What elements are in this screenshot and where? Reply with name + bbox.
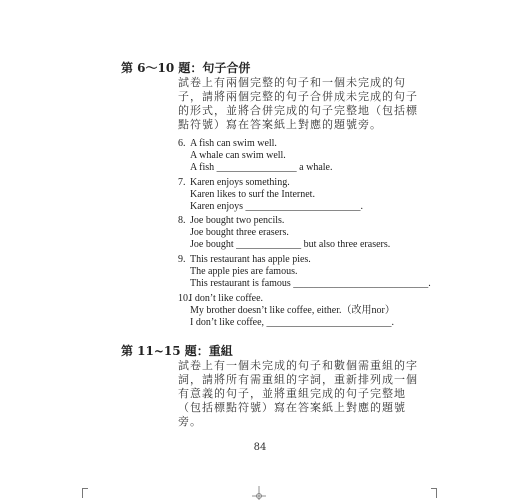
answer-line: This restaurant is famous ___________________________. bbox=[190, 278, 431, 289]
answer-line: Joe bought _____________ but also three erasers. bbox=[190, 239, 391, 250]
answer-line: I don’t like coffee, _________________________. bbox=[190, 317, 395, 328]
answer-line: Karen enjoys _______________________. bbox=[190, 201, 364, 212]
question-number: 9. bbox=[178, 254, 186, 265]
sentence-line: Joe bought three erasers. bbox=[190, 227, 289, 238]
crop-mark-left bbox=[82, 488, 83, 498]
section-title-sentence-combining: 第 6～10 題：句子合併 bbox=[121, 61, 251, 75]
sentence-line: My brother doesn’t like coffee, either.（改用nor） bbox=[190, 305, 395, 316]
sentence-line: A whale can swim well. bbox=[190, 150, 286, 161]
question-number: 6. bbox=[178, 138, 186, 149]
sentence-line: This restaurant has apple pies. bbox=[190, 254, 311, 265]
sentence-line: Karen enjoys something. bbox=[190, 177, 290, 188]
question-7 bbox=[178, 177, 363, 213]
question-number: 8. bbox=[178, 215, 186, 226]
section-instructions-reordering: 試卷上有一個未完成的句子和數個需重組的字詞，請將所有需重組的字詞，重新排列成一個有意義的句子，並將重組完成的句子完整地（包括標點符號）寫在答案紙上對應的題號旁。 bbox=[178, 359, 418, 428]
crop-mark-right-h bbox=[431, 488, 437, 489]
sentence-line: Karen likes to surf the Internet. bbox=[190, 189, 315, 200]
page-number: 84 bbox=[253, 442, 267, 453]
question-8 bbox=[178, 215, 390, 251]
question-6 bbox=[178, 138, 333, 174]
section-instructions-combining: 試卷上有兩個完整的句子和一個未完成的句子，請將兩個完整的句子合併成未完成的句子的形式，並將合併完成的句子完整地（包括標點符號）寫在答案紙上對應的題號旁。 bbox=[178, 76, 418, 131]
crop-mark-right bbox=[436, 488, 437, 498]
sentence-line: Joe bought two pencils. bbox=[190, 215, 285, 226]
question-number: 7. bbox=[178, 177, 186, 188]
section-title-reordering: 第 11~15 題：重組 bbox=[121, 344, 233, 358]
sentence-line: A fish can swim well. bbox=[190, 138, 277, 149]
question-10 bbox=[178, 293, 395, 329]
answer-line: A fish ________________ a whale. bbox=[190, 162, 333, 173]
registration-mark-icon bbox=[252, 486, 266, 500]
question-9 bbox=[178, 254, 431, 290]
crop-mark-left-h bbox=[82, 488, 88, 489]
sentence-line: I don’t like coffee. bbox=[189, 293, 264, 304]
sentence-line: The apple pies are famous. bbox=[190, 266, 298, 277]
question-number: 10. bbox=[178, 293, 191, 304]
